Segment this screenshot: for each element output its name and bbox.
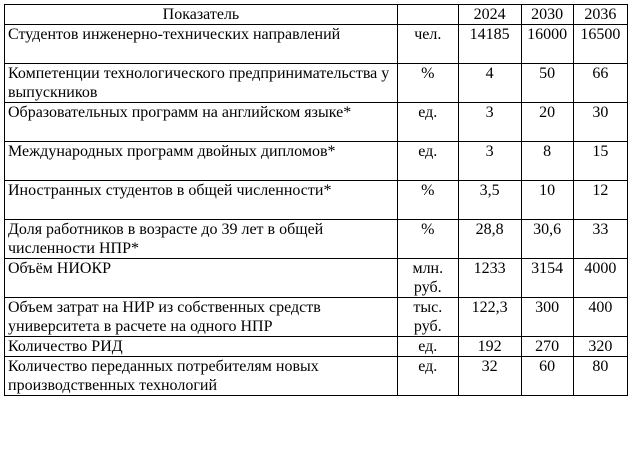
row-indicator: Доля работников в возрасте до 39 лет в общей численности НПР*: [5, 220, 398, 259]
row-value-2030: 16000: [521, 25, 573, 64]
row-value-2030: 30,6: [521, 220, 573, 259]
row-unit: ед.: [397, 103, 458, 142]
header-unit: [397, 5, 458, 25]
row-value-2036: 15: [573, 142, 627, 181]
row-indicator: Количество РИД: [5, 337, 398, 357]
row-value-2024: 1233: [458, 259, 521, 298]
table-row: [5, 220, 628, 259]
row-indicator: Количество переданных потребителям новых производственных технологий: [5, 357, 398, 396]
table-row: [5, 25, 628, 64]
row-unit: чел.: [397, 25, 458, 64]
row-unit: млн. руб.: [397, 259, 458, 298]
row-value-2024: 192: [458, 337, 521, 357]
table-row: [5, 337, 628, 357]
header-2036: 2036: [573, 5, 627, 25]
table-row: [5, 357, 628, 396]
row-value-2024: 3,5: [458, 181, 521, 220]
row-indicator: Объём НИОКР: [5, 259, 398, 298]
table-row: [5, 181, 628, 220]
row-value-2036: 4000: [573, 259, 627, 298]
row-indicator: Иностранных студентов в общей численности*: [5, 181, 398, 220]
row-indicator: Студентов инженерно-технических направлений: [5, 25, 398, 64]
row-unit: %: [397, 220, 458, 259]
row-unit: ед.: [397, 337, 458, 357]
row-value-2036: 320: [573, 337, 627, 357]
row-unit: %: [397, 181, 458, 220]
row-value-2024: 28,8: [458, 220, 521, 259]
row-unit: %: [397, 64, 458, 103]
table-row: [5, 259, 628, 298]
row-value-2030: 20: [521, 103, 573, 142]
table-row: [5, 142, 628, 181]
row-indicator: Объем затрат на НИР из собственных средств университета в расчете на одного НПР: [5, 298, 398, 337]
row-unit: тыс. руб.: [397, 298, 458, 337]
header-row: [5, 5, 628, 25]
row-value-2036: 80: [573, 357, 627, 396]
table-row: [5, 103, 628, 142]
header-2030: 2030: [521, 5, 573, 25]
row-value-2030: 300: [521, 298, 573, 337]
row-value-2024: 3: [458, 103, 521, 142]
header-2024: 2024: [458, 5, 521, 25]
row-value-2030: 3154: [521, 259, 573, 298]
row-value-2036: 12: [573, 181, 627, 220]
row-value-2036: 400: [573, 298, 627, 337]
row-value-2036: 16500: [573, 25, 627, 64]
row-indicator: Образовательных программ на английском языке*: [5, 103, 398, 142]
row-value-2024: 3: [458, 142, 521, 181]
row-value-2036: 30: [573, 103, 627, 142]
row-unit: ед.: [397, 142, 458, 181]
row-value-2030: 8: [521, 142, 573, 181]
row-value-2030: 50: [521, 64, 573, 103]
indicators-table-wrapper: [4, 4, 628, 396]
row-indicator: Компетенции технологического предпринимательства у выпускников: [5, 64, 398, 103]
row-value-2024: 32: [458, 357, 521, 396]
row-value-2024: 122,3: [458, 298, 521, 337]
row-value-2024: 14185: [458, 25, 521, 64]
indicators-table: [4, 4, 628, 396]
row-value-2024: 4: [458, 64, 521, 103]
table-row: [5, 64, 628, 103]
header-indicator: Показатель: [5, 5, 398, 25]
table-row: [5, 298, 628, 337]
row-indicator: Международных программ двойных дипломов*: [5, 142, 398, 181]
row-value-2030: 60: [521, 357, 573, 396]
row-value-2030: 10: [521, 181, 573, 220]
row-value-2030: 270: [521, 337, 573, 357]
row-value-2036: 33: [573, 220, 627, 259]
row-value-2036: 66: [573, 64, 627, 103]
row-unit: ед.: [397, 357, 458, 396]
